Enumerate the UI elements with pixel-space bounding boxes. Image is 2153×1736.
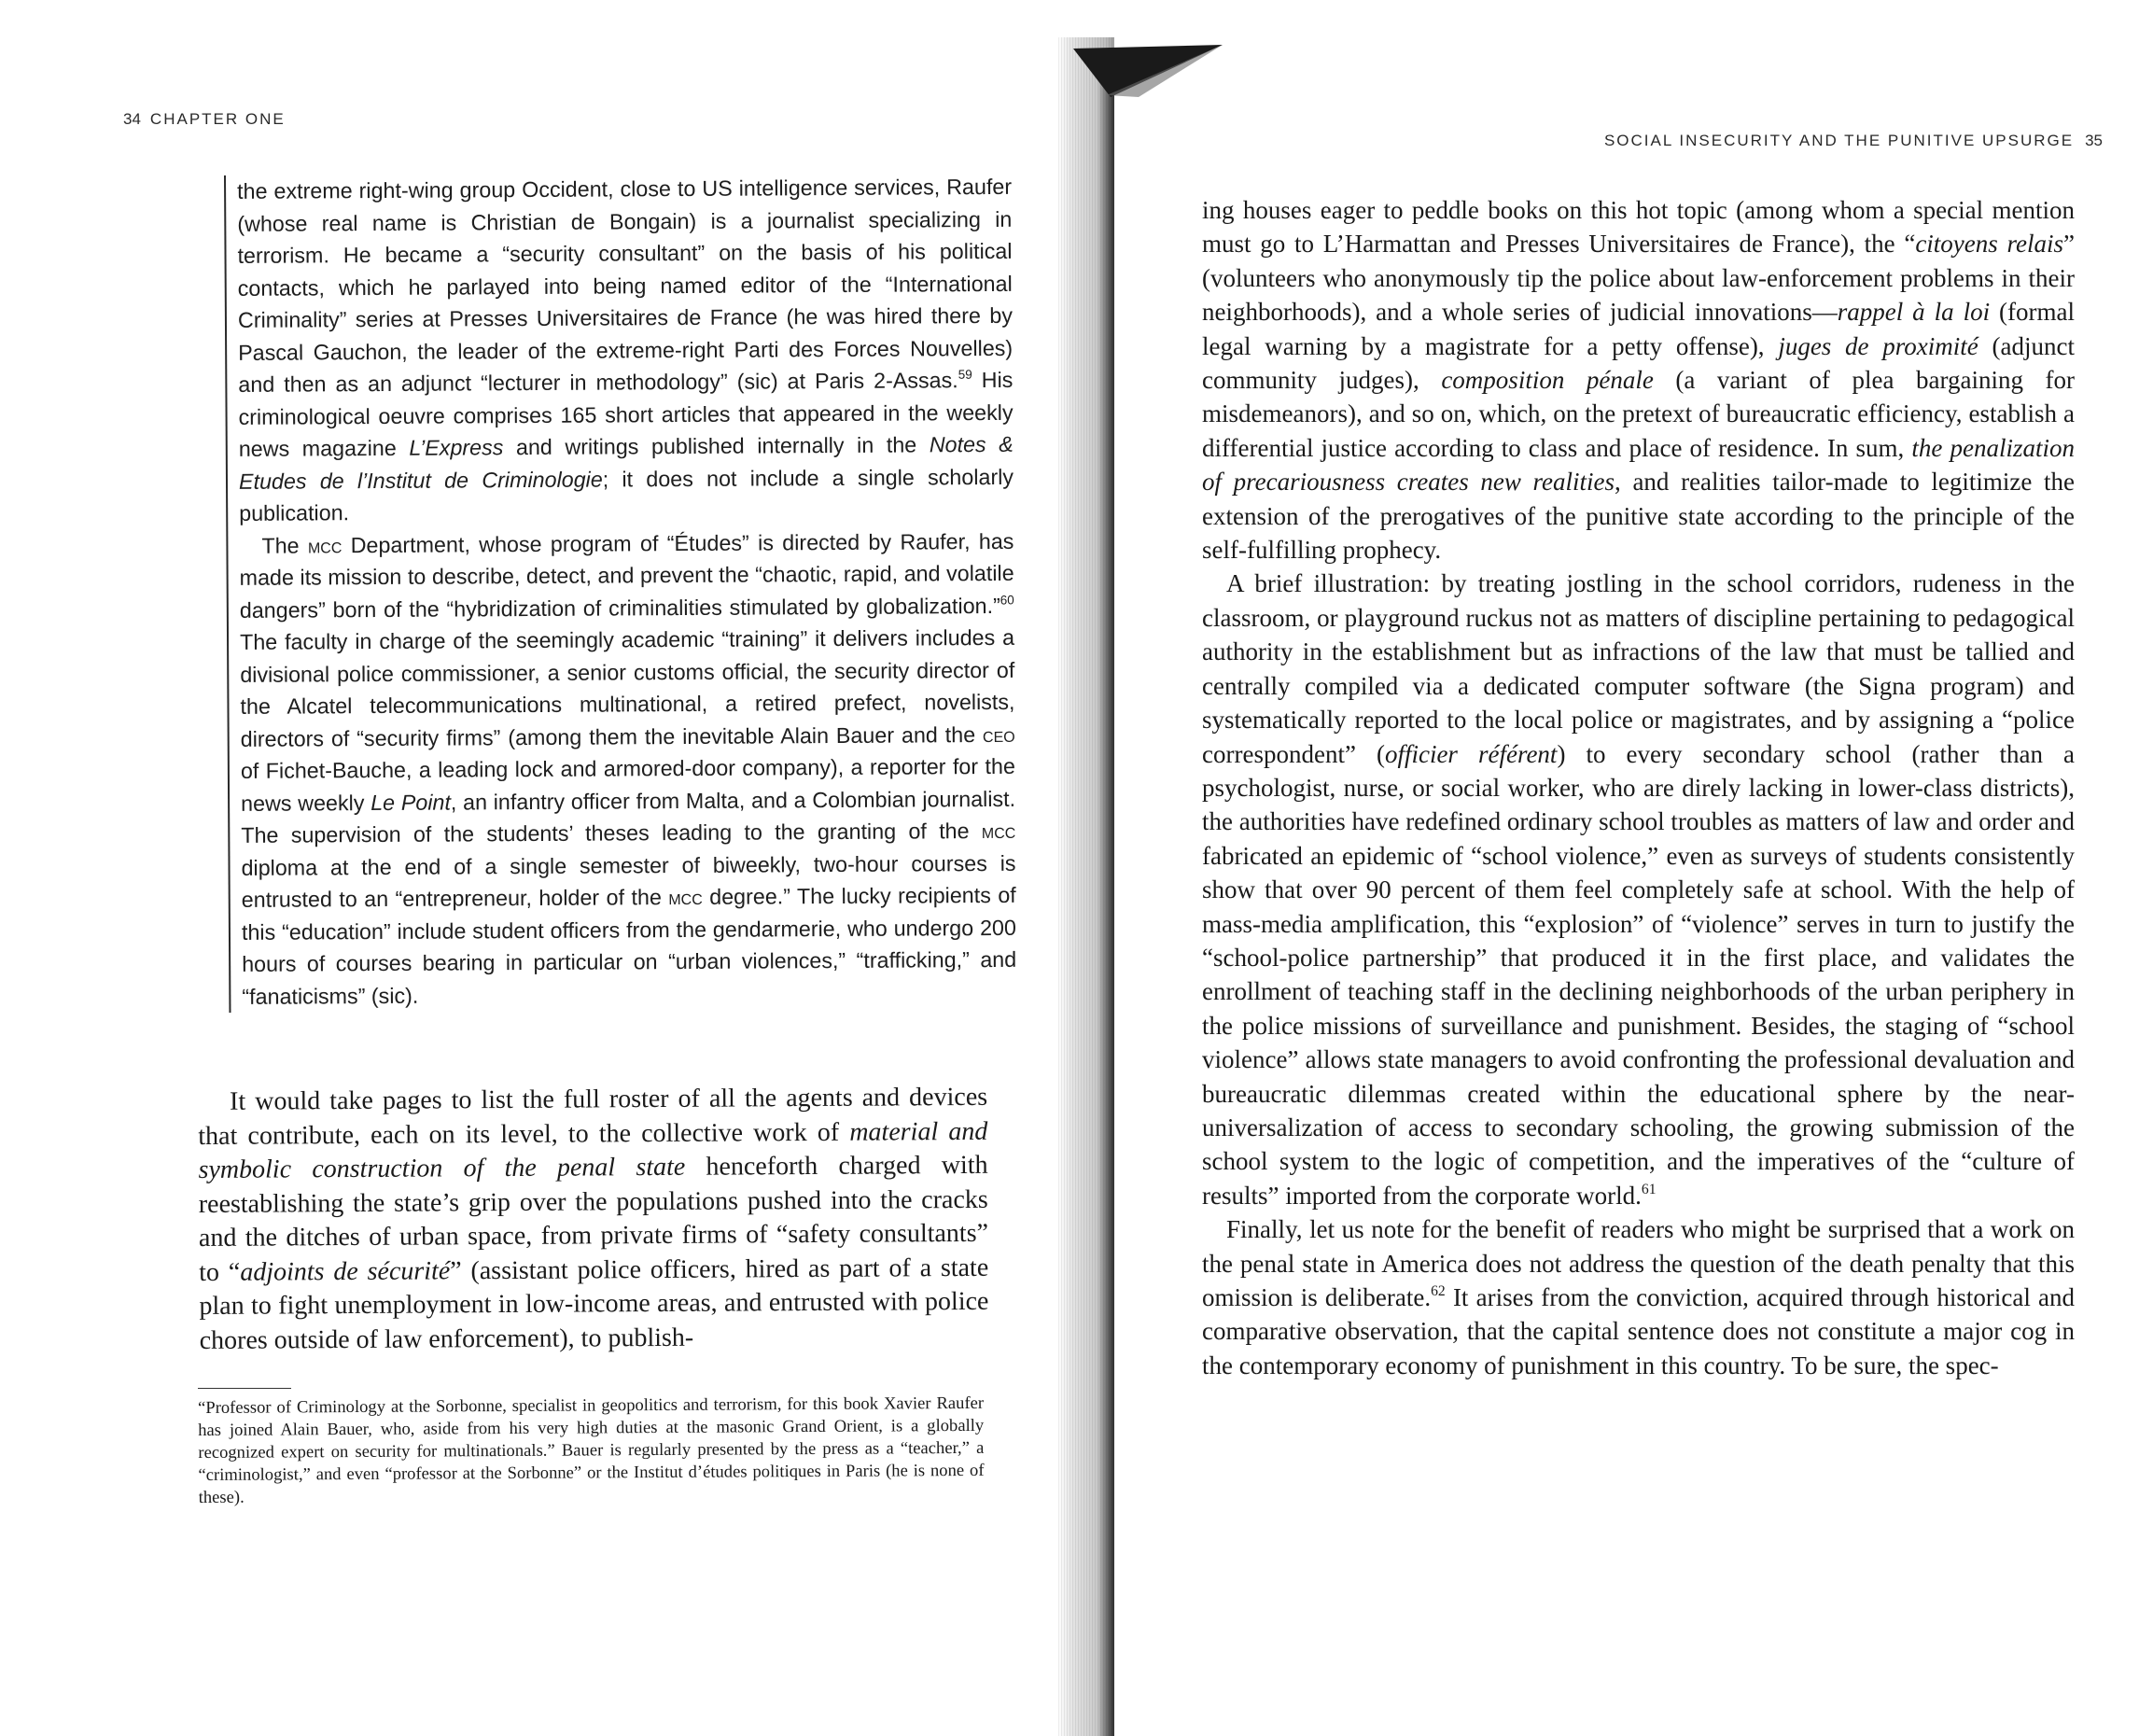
right-running-head	[1604, 132, 2103, 150]
extract-text: His criminological oeuvre comprises 165 short articles that appeared in the weekly news magazine	[238, 367, 1014, 461]
body-text: henceforth charged with reestablishing the state’s grip over the populations pushed into the cracks and the ditches of urban space, from private firms of “safety consultants” to “	[198, 1150, 989, 1287]
left-running-head	[123, 110, 286, 129]
body-italic: material and symbolic construction of the penal state	[198, 1116, 988, 1184]
extract-smallcaps: ceo	[982, 721, 1015, 747]
extract-text: degree.” The lucky recipients of this “education” include student officers from the gendarmerie, who undergo 200 hours of courses bearing in particular on “urban violences,” “trafficking,” and “fanaticisms” (sic).	[241, 882, 1017, 1009]
left-body-text	[198, 1081, 989, 1358]
extract-smallcaps: mcc	[668, 884, 703, 910]
body-text: ” (assistant police officers, hired as part of a state plan to fight unemployment in low-income areas, and entrusted with police chores outside of law enforcement), to publish-	[199, 1253, 989, 1355]
extract-text: and writings published internally in the	[503, 432, 930, 460]
extract-smallcaps: mcc	[981, 818, 1016, 844]
body-text: It would take pages to list the full roster of all the agents and devices that contribute, each on its level, to the collective work of	[198, 1082, 988, 1151]
body-paragraph	[198, 1081, 989, 1358]
extract-paragraph-1	[237, 171, 1014, 530]
body-italic: composition pénale	[1441, 366, 1654, 395]
body-italic: citoyens relais	[1915, 230, 2063, 259]
extract-italic: Notes & Etudes de l’Institut de Criminologie	[238, 431, 1014, 494]
body-text: (formal legal warning by a magistrate for a petty offense),	[1202, 298, 2075, 360]
body-italic: officier référent	[1384, 739, 1558, 768]
right-running-head-title: SOCIAL INSECURITY AND THE PUNITIVE UPSURGE	[1603, 132, 2075, 149]
right-body-text	[1202, 193, 2075, 1382]
extract-italic: L’Express	[409, 435, 504, 460]
extract-text: of Fichet-Bauche, a leading lock and armored-door company), a reporter for the news weekly	[240, 753, 1015, 816]
extract-text: The	[261, 532, 308, 558]
body-text: A brief illustration: by treating jostling in the school corridors, rudeness in the classroom, or playground ruckus not as matters of discipline pertaining to pedagogical authority in the establishment but as infractions of the law that must be tallied and centrally compiled via a dedicated computer software (the Signa program) and systematically reported to the local police or magistrates, and by assigning a “police correspondent” (	[1202, 569, 2075, 768]
body-text: (a variant of plea bargaining for misdemeanors), and so on, which, on the pretext of bureaucratic efficiency, establish a differential justice according to class and place of residence. In sum,	[1202, 366, 2075, 462]
body-text: Finally, let us note for the benefit of readers who might be surprised that a work on the penal state in America does not address the question of the death penalty that this omission is deliberate.	[1202, 1215, 2075, 1311]
extract-text: diploma at the end of a single semester of biweekly, two-hour courses is entrusted to an “entrepreneur, holder of the	[241, 850, 1016, 912]
body-italic: juges de proximité	[1778, 331, 1978, 360]
extract-smallcaps: mcc	[307, 532, 343, 557]
body-italic: rappel à la loi	[1837, 298, 1991, 327]
body-text: , and realities tailor-made to legitimize the extension of the prerogatives of the punitive state according to the principle of the self-fulfilling prophecy.	[1202, 468, 2075, 565]
extract-text: ; it does not include a single scholarly publication.	[239, 464, 1014, 525]
left-page	[0, 0, 1055, 1736]
right-page-number: 35	[2085, 132, 2103, 149]
boxed-extract	[224, 171, 1016, 1013]
note-ref: 61	[1641, 1181, 1657, 1197]
body-italic: adjoints de sécurité	[240, 1255, 451, 1287]
extract-text: , an infantry officer from Malta, and a Colombian journalist. The supervision of the students’ theses leading to the granting of the	[241, 786, 1016, 847]
extract-text: The faculty in charge of the seemingly academic “training” it delivers includes a divisional police commissioner, a senior customs official, the security director of the Alcatel telecommunications multinational, a retired prefect, novelists, directors of “security firms” (among them the inevitable Alain Bauer and the	[239, 624, 1015, 751]
note-ref: 62	[1431, 1283, 1446, 1300]
body-text: (adjunct community judges),	[1202, 331, 2075, 395]
extract-text: the extreme right-wing group Occident, close to US intelligence services, Raufer (whose real name is Christian de Bongain) is a journalist specializing in terrorism. He became a “security consultant” on the basis of his political contacts, which he parlayed into being named editor of the “International Criminality” series at Presses Universitaires de France (he was hired there by Pascal Gauchon, the leader of the extreme-right Parti des Forces Nouvelles) and then as an adjunct “lecturer in methodology” (sic) at Paris 2-Assas.	[237, 174, 1014, 397]
body-paragraph	[1202, 193, 2075, 567]
left-page-number: 34	[123, 110, 141, 128]
body-text: ing houses eager to peddle books on this hot topic (among whom a special mention must go to L’Harmattan and Presses Universitaires de France), the “	[1202, 196, 2075, 259]
body-italic: the penalization of precariousness creates new realities	[1202, 433, 2075, 497]
body-paragraph	[1202, 567, 2075, 1212]
body-text: It arises from the conviction, acquired through historical and comparative observation, that the capital sentence does not constitute a major cog in the contemporary economy of punishment in this country. To be sure, the spec-	[1202, 1283, 2075, 1379]
extract-paragraph-2	[239, 525, 1016, 1013]
left-running-head-title: CHAPTER ONE	[149, 110, 286, 128]
body-text: ” (volunteers who anonymously tip the police about law-enforcement problems in their neighborhoods), and a whole series of judicial innovations—	[1202, 230, 2075, 327]
note-ref: 59	[958, 367, 972, 382]
footnote-text: “Professor of Criminology at the Sorbonne, specialist in geopolitics and terrorism, for this book Xavier Raufer has joined Alain Bauer, who, aside from his very high duties at the masonic Grand Orient, is a globally recognized expert on security for multinationals.” Bauer is regularly presented by the press as a “teacher,” a “criminologist,” and even “professor at the Sorbonne” or the Institut d’études politiques in Paris (he is none of these).	[198, 1393, 985, 1507]
body-paragraph	[1202, 1212, 2075, 1382]
note-ref: 60	[1000, 592, 1014, 607]
footnote-divider	[198, 1388, 291, 1389]
right-page	[1111, 0, 2153, 1736]
extract-italic: Le Point	[370, 790, 451, 815]
extract-text: Department, whose program of “Études” is directed by Raufer, has made its mission to describe, detect, and prevent the “chaotic, rapid, and volatile dangers” born of the “hybridization of criminalities stimulated by globalization.”	[239, 528, 1014, 623]
footnote	[198, 1393, 985, 1509]
body-text: ) to every secondary school (rather than a psychologist, nurse, or social worker, who are direly lacking in lower-class districts), the authorities have redefined ordinary school troubles as matters of law and order and fabricated an epidemic of “school violence,” even as surveys of students consistently show that over 90 percent of them feel completely safe at school. With the help of mass-media amplification, this “explosion” of “violence” serves in turn to justify the “school-police partnership” that produced it in the first place, and validates the enrollment of teaching staff in the declining neighborhoods of the urban periphery in the police missions of surveillance and punishment. Besides, the staging of “school violence” allows state managers to avoid confronting the professional devaluation and bureaucratic dilemmas created within the educational sphere by the near-universalization of access to secondary schooling, the growing submission of the school system to the logic of competition, and the imperatives of the “culture of results” imported from the corporate world.	[1202, 739, 2075, 1210]
